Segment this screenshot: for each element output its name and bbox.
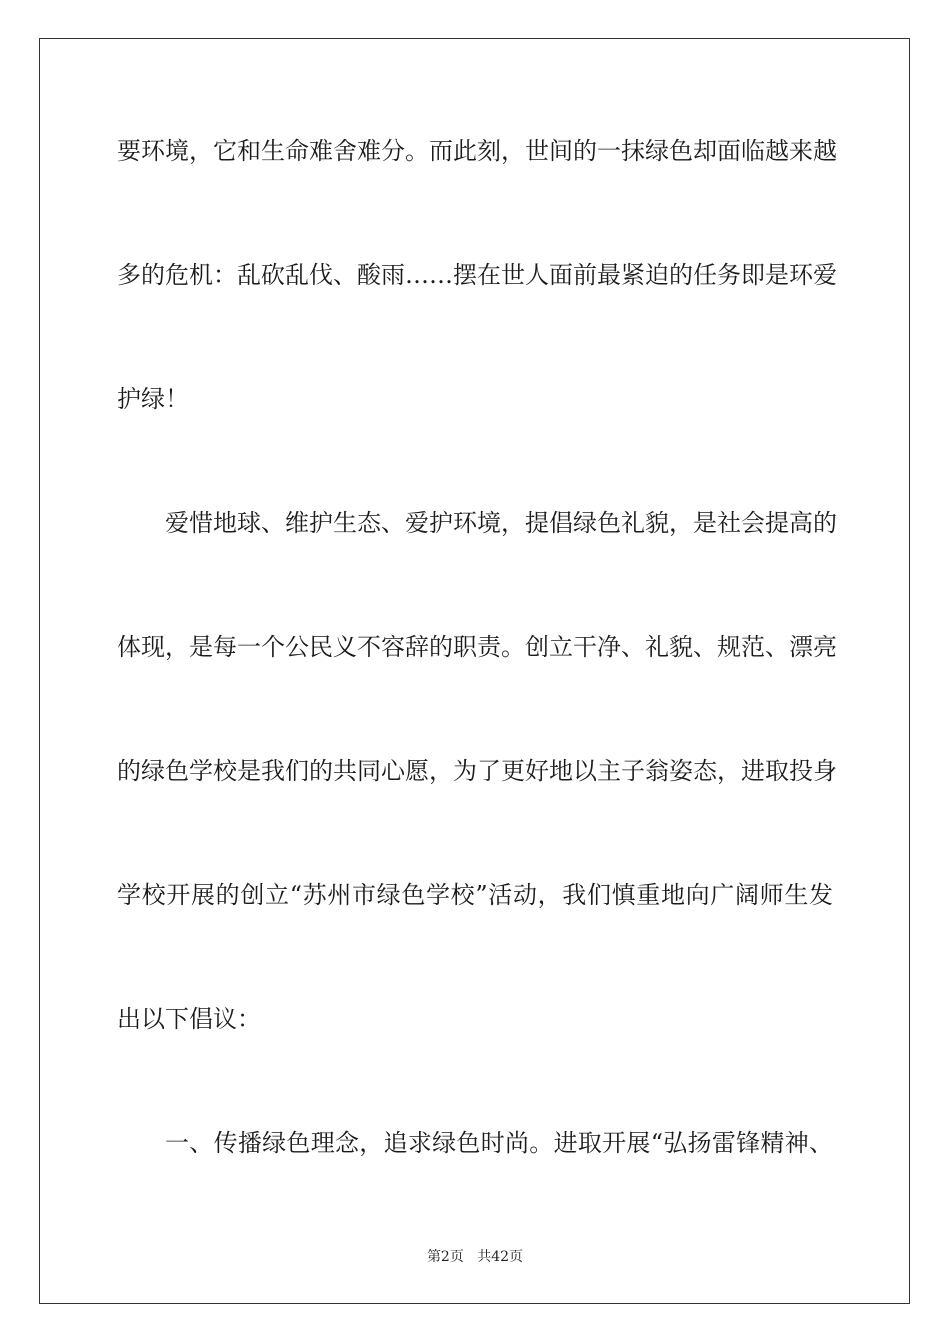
body-line-6: 的绿色学校是我们的共同心愿，为了更好地以主子翁姿态，进取投身 (117, 757, 837, 785)
body-line-8: 出以下倡议： (117, 1005, 261, 1033)
body-line-1: 要环境，它和生命难舍难分。而此刻，世间的一抹绿色却面临越来越 (117, 137, 837, 165)
body-line-5: 体现，是每一个公民义不容辞的职责。创立干净、礼貌、规范、漂亮 (117, 633, 837, 661)
page-number: 第2页 (426, 1249, 464, 1265)
body-line-9: 一、传播绿色理念，追求绿色时尚。进取开展“弘扬雷锋精神、 (165, 1129, 833, 1157)
body-line-3: 护绿！ (117, 385, 189, 413)
body-line-7: 学校开展的创立“苏州市绿色学校”活动，我们慎重地向广阔师生发 (117, 881, 833, 909)
body-line-2: 多的危机：乱砍乱伐、酸雨……摆在世人面前最紧迫的任务即是环爱 (117, 261, 837, 289)
page-total: 共42页 (477, 1249, 524, 1265)
body-line-4: 爱惜地球、维护生态、爱护环境，提倡绿色礼貌，是社会提高的 (165, 509, 837, 537)
page-border (39, 38, 910, 1304)
page-footer (0, 1248, 950, 1266)
